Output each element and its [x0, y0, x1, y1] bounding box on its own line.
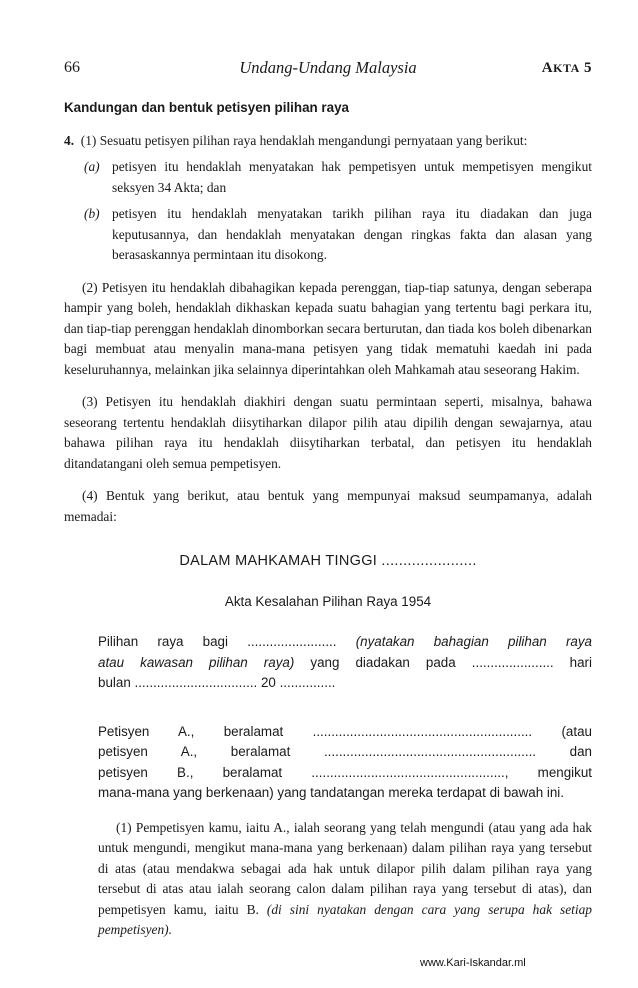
form-election-details — [64, 632, 592, 694]
form-paragraph-1-italic: (di sini nyatakan dengan cara yang serupa hak setiap pempetisyen). — [98, 901, 593, 937]
form-act-title: Akta Kesalahan Pilihan Raya 1954 — [224, 593, 432, 609]
subsection-2: (2) Petisyen itu hendaklah dibahagikan kepada perenggan, tiap-tiap satunya, dengan seberapa hampir yang boleh, hendaklah dikhaskan kepada suatu bahagian yang tertentu bagi perkara itu, dan tiap-tiap perenggan hendaklah dinomborkan secara berturutan, dan tiada kos boleh dibenarkan bagi membuat atau menyalin mana-mana petisyen yang tidak mematuhi kaedah ini pada keseluruhannya, melainkan jika selainnya diperintahkan oleh Mahkamah atau seseorang Hakim. — [64, 279, 592, 377]
page-body — [64, 98, 592, 941]
form-line-2-italic: atau kawasan pilihan raya) — [98, 654, 295, 670]
petitioner-line-4: mana-mana yang berkenaan) yang tandatangan mereka terdapat di bawah ini. — [98, 785, 565, 800]
section-title: Kandungan dan bentuk petisyen pilihan raya — [64, 100, 349, 115]
section-number: 4. — [64, 132, 75, 148]
page-number: 66 — [64, 59, 80, 76]
footer-url: www.Kari-Iskandar.ml — [420, 957, 526, 969]
item-label: (b) — [84, 206, 100, 221]
act-word-small: KTA — [553, 61, 580, 75]
form-line-3: bulan ................................. 20 ............... — [98, 675, 336, 690]
subsection-1 — [64, 131, 592, 152]
form-petitioners — [64, 722, 592, 804]
act-number: 5 — [579, 60, 592, 76]
subsection-3: (3) Petisyen itu hendaklah diakhiri dengan suatu permintaan seperti, misalnya, bahawa seseorang tertentu hendaklah diisytiharkan dilapor pilih atau dipilih dengan sewajarnya, atau bahawa pilihan raya itu hendaklah diisytiharkan terbatal, dan petisyen itu hendaklah ditandatangani oleh semua pempetisyen. — [64, 394, 592, 471]
item-text: petisyen itu hendaklah menyatakan hak pempetisyen untuk mempetisyen mengikut seksyen 34 Akta; dan — [112, 159, 592, 195]
act-word-big: A — [541, 60, 554, 76]
act-label — [542, 58, 592, 79]
running-title: Undang-Undang Malaysia — [239, 58, 417, 77]
list-item-a — [64, 157, 592, 198]
form-court-title: DALAM MAHKAMAH TINGGI ...................... — [179, 553, 477, 569]
form-paragraph-1 — [64, 818, 592, 941]
petitioner-line-1: Petisyen A., beralamat ........................................................... (atau — [98, 723, 592, 739]
form-line-2-text: yang diadakan pada ...................... hari — [294, 654, 592, 670]
petitioner-line-2: petisyen A., beralamat ......................................................... dan — [98, 744, 592, 759]
list-item-b — [64, 204, 592, 266]
petitioner-line-3: petisyen B., beralamat ...................................................., mengikut — [98, 764, 592, 780]
form-paragraph-1-text: (1) Pempetisyen kamu, iaitu A., ialah seorang yang telah mengundi (atau yang ada hak untuk mengundi, mengikut mana-mana yang berkenaan) dalam pilihan raya yang tersebut di atas (atau mendakwa sebagai ada hak untuk dilapor pilih dalam pilihan raya yang tersebut di atas atau ialah seorang calon dalam pilihan raya yang tersebut di atas), dan pempetisyen kamu, iaitu B. — [98, 819, 592, 917]
item-label: (a) — [84, 159, 100, 174]
form-line-1 — [98, 632, 592, 653]
subsection-1-text: (1) Sesuatu petisyen pilihan raya hendaklah mengandungi pernyataan yang berikut: — [80, 132, 528, 148]
subsection-4: (4) Bentuk yang berikut, atau bentuk yang mempunyai maksud seumpamanya, adalah memadai: — [64, 488, 592, 524]
item-text: petisyen itu hendaklah menyatakan tarikh pilihan raya itu diadakan dan juga keputusannya, dan hendaklah menyatakan dengan ringkas fakta dan alasan yang berasaskannya permintaan itu disokong. — [112, 206, 592, 262]
form-line-1-text: Pilihan raya bagi ........................ — [98, 634, 356, 649]
form-line-2 — [98, 653, 592, 674]
page-header — [64, 58, 592, 84]
form-line-1-italic: (nyatakan bahagian pilihan raya — [355, 634, 592, 649]
